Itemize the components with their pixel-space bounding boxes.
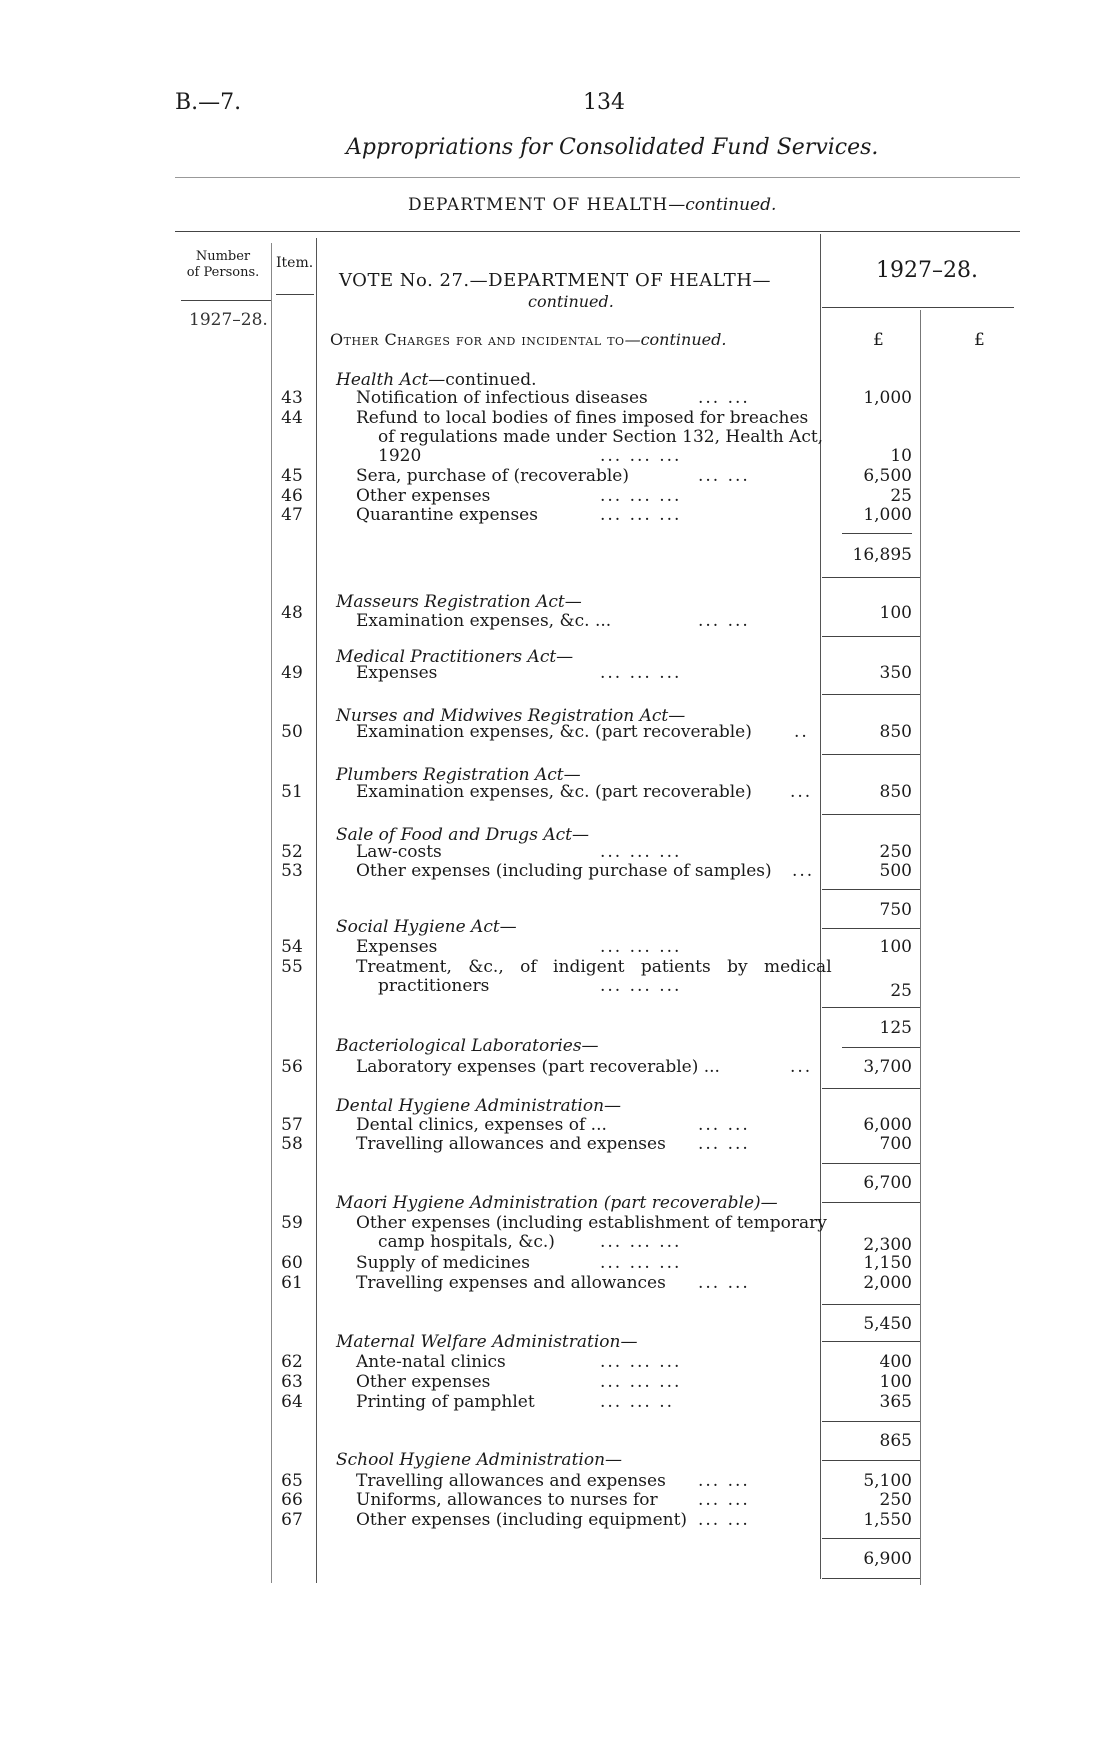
total-rule (822, 1202, 920, 1203)
item-amount: 100 (879, 603, 912, 623)
item-number: 43 (281, 388, 303, 408)
table-row (0, 976, 1114, 1001)
item-amount: 3,700 (863, 1057, 912, 1077)
item-number: 63 (281, 1372, 303, 1392)
department-name: DEPARTMENT OF HEALTH (408, 195, 669, 215)
item-number: 45 (281, 466, 303, 486)
leader-dots: .. (794, 722, 809, 742)
leader-dots: ... ... ... (600, 1372, 682, 1392)
item-number: 61 (281, 1273, 303, 1293)
item-number: 62 (281, 1352, 303, 1372)
item-number: 56 (281, 1057, 303, 1077)
section-heading-maori: Maori Hygiene Administration (part recoverable)— (336, 1193, 778, 1213)
table-row (0, 486, 1114, 506)
item-amount: 250 (879, 842, 912, 862)
leader-dots: ... ... (698, 388, 750, 408)
table-row (0, 1057, 1114, 1077)
section-heading-maternal: Maternal Welfare Administration— (336, 1332, 638, 1352)
item-description: Supply of medicines (356, 1253, 530, 1273)
total-rule (822, 754, 920, 755)
item-number: 64 (281, 1392, 303, 1412)
section-heading-health-act (336, 370, 537, 390)
item-description: 1920 (378, 446, 422, 466)
item-amount: 100 (879, 937, 912, 957)
subtotal-rule (822, 889, 920, 890)
item-description: Other expenses (including purchase of samples) (356, 861, 772, 881)
total-rule (822, 577, 920, 578)
subtotal-rule (822, 1421, 920, 1422)
item-number: 65 (281, 1471, 303, 1491)
item-description: Expenses (356, 663, 438, 683)
item-description: Quarantine expenses (356, 505, 538, 525)
total-rule (822, 1578, 920, 1579)
leader-dots: ... (790, 782, 813, 802)
item-number: 55 (281, 957, 303, 977)
page-number: 134 (583, 90, 625, 115)
item-amount: 100 (879, 1372, 912, 1392)
section-heading-dental: Dental Hygiene Administration— (336, 1096, 622, 1116)
item-number: 54 (281, 937, 303, 957)
item-amount: 350 (879, 663, 912, 683)
leader-dots: ... ... (698, 1471, 750, 1491)
table-row (0, 427, 1114, 447)
table-row (0, 937, 1114, 957)
item-header-rule (276, 294, 314, 295)
other-charges-heading (330, 330, 726, 349)
section-heading-masseurs: Masseurs Registration Act— (336, 592, 582, 612)
total-rule (822, 1088, 920, 1089)
section-heading-school: School Hygiene Administration— (336, 1450, 623, 1470)
year-header-rule (822, 307, 1014, 308)
table-row (0, 861, 1114, 881)
item-amount: 400 (879, 1352, 912, 1372)
of-persons-label: of Persons. (186, 265, 260, 280)
leader-dots: ... ... (698, 1510, 750, 1530)
item-amount: 700 (879, 1134, 912, 1154)
item-number: 59 (281, 1213, 303, 1233)
item-amount: 2,300 (863, 1235, 912, 1255)
section-total: 750 (879, 900, 912, 920)
leader-dots: ... ... (698, 466, 750, 486)
department-heading (408, 195, 776, 215)
item-description: Sera, purchase of (recoverable) (356, 466, 629, 486)
subtotal-rule (822, 1538, 920, 1539)
leader-dots: ... ... (698, 1490, 750, 1510)
vote-title: VOTE No. 27.—DEPARTMENT OF HEALTH— (339, 270, 771, 291)
item-amount: 1,550 (863, 1510, 912, 1530)
table-row (0, 1471, 1114, 1491)
leader-dots: ... ... (698, 1273, 750, 1293)
leader-dots: ... ... ... (600, 505, 682, 525)
subtotal-rule (822, 1007, 920, 1008)
item-amount: 1,000 (863, 505, 912, 525)
item-description: Uniforms, allowances to nurses for (356, 1490, 658, 1510)
item-description: Treatment, &c., of indigent patients by medical (356, 957, 832, 977)
page-title: Appropriations for Consolidated Fund Services. (346, 135, 879, 160)
leader-dots: ... ... ... (600, 446, 682, 466)
table-row (0, 1392, 1114, 1412)
year-header: 1927–28. (876, 258, 978, 283)
item-description: Other expenses (including equipment) (356, 1510, 688, 1530)
table-row (0, 446, 1114, 466)
health-act-heading: Health Act (336, 370, 429, 390)
item-number: 49 (281, 663, 303, 683)
leader-dots: ... ... ... (600, 663, 682, 683)
table-row (0, 1352, 1114, 1372)
item-amount: 850 (879, 722, 912, 742)
item-number: 52 (281, 842, 303, 862)
table-row (0, 388, 1114, 408)
item-amount: 6,000 (863, 1115, 912, 1135)
leader-dots: ... (792, 861, 815, 881)
section-total: 125 (879, 1018, 912, 1038)
table-row (0, 1510, 1114, 1530)
subtotal-rule (842, 533, 912, 534)
leader-dots: ... ... ... (600, 937, 682, 957)
total-rule (842, 1047, 920, 1048)
item-amount: 500 (879, 861, 912, 881)
section-heading-social-hygiene: Social Hygiene Act— (336, 917, 517, 937)
item-number: 46 (281, 486, 303, 506)
number-of-persons-header (178, 249, 268, 281)
item-amount: 1,000 (863, 388, 912, 408)
leader-dots: ... ... (698, 1115, 750, 1135)
leader-dots: ... ... (698, 611, 750, 631)
table-row (0, 1253, 1114, 1273)
leader-dots: ... ... ... (600, 1352, 682, 1372)
leader-dots: ... ... .. (600, 1392, 675, 1412)
other-charges-suffix: —continued. (624, 330, 727, 349)
item-description: Other expenses (including establishment of temporary (356, 1213, 827, 1233)
item-number: 48 (281, 603, 303, 623)
table-row (0, 663, 1114, 683)
persons-year: 1927–28. (189, 310, 268, 330)
item-amount: 2,000 (863, 1273, 912, 1293)
total-rule (822, 928, 920, 929)
item-amount: 5,100 (863, 1471, 912, 1491)
item-number: 44 (281, 408, 303, 428)
other-charges-label: Other Charges for and incidental to (330, 330, 625, 349)
item-number: 60 (281, 1253, 303, 1273)
table-row (0, 505, 1114, 525)
table-row (0, 957, 1114, 977)
item-description: Travelling allowances and expenses (356, 1471, 666, 1491)
table-row (0, 1213, 1114, 1233)
section-heading-bacteriological: Bacteriological Laboratories— (336, 1036, 599, 1056)
section-heading-plumbers: Plumbers Registration Act— (336, 765, 581, 785)
table-row (0, 782, 1114, 802)
section-heading-nurses: Nurses and Midwives Registration Act— (336, 706, 686, 726)
item-number: 53 (281, 861, 303, 881)
item-description: Law-costs (356, 842, 442, 862)
item-description: Examination expenses, &c. ... (356, 611, 612, 631)
table-row (0, 603, 1114, 631)
table-row (0, 1232, 1114, 1255)
item-number: 47 (281, 505, 303, 525)
item-number: 66 (281, 1490, 303, 1510)
item-description: practitioners (378, 976, 490, 996)
item-description: Dental clinics, expenses of ... (356, 1115, 607, 1135)
table-row (0, 466, 1114, 486)
item-amount: 25 (890, 486, 912, 506)
total-rule (822, 814, 920, 815)
subtotal-rule (822, 1304, 920, 1305)
section-heading-food-drugs: Sale of Food and Drugs Act— (336, 825, 589, 845)
total-rule (822, 694, 920, 695)
title-rule (175, 177, 1020, 178)
item-amount: 250 (879, 1490, 912, 1510)
table-row (0, 1273, 1114, 1293)
table-row (0, 1115, 1114, 1135)
item-description: Examination expenses, &c. (part recoverable) (356, 782, 752, 802)
table-row (0, 722, 1114, 742)
section-total: 6,700 (863, 1173, 912, 1193)
section-total: 6,900 (863, 1549, 912, 1569)
item-amount: 1,150 (863, 1253, 912, 1273)
document-reference: B.—7. (175, 90, 242, 115)
item-description: Printing of pamphlet (356, 1392, 535, 1412)
currency-symbol-2: £ (974, 330, 985, 350)
table-row (0, 408, 1114, 428)
item-amount: 6,500 (863, 466, 912, 486)
item-description: Travelling expenses and allowances (356, 1273, 666, 1293)
item-amount: 850 (879, 782, 912, 802)
item-description: Ante-natal clinics (356, 1352, 506, 1372)
item-number: 58 (281, 1134, 303, 1154)
department-suffix: —continued. (668, 195, 777, 215)
table-row (0, 1134, 1114, 1154)
leader-dots: ... (790, 1057, 813, 1077)
persons-header-rule (181, 300, 271, 301)
leader-dots: ... ... ... (600, 486, 682, 506)
total-rule (822, 1460, 920, 1461)
subtotal-rule (822, 1163, 920, 1164)
item-description: Laboratory expenses (part recoverable) ... (356, 1057, 720, 1077)
section-total: 865 (879, 1431, 912, 1451)
item-number: 57 (281, 1115, 303, 1135)
table-row (0, 1490, 1114, 1510)
vote-title-continued: continued. (528, 292, 614, 311)
item-amount: 10 (890, 446, 912, 466)
item-description: of regulations made under Section 132, Health Act, (378, 427, 824, 447)
item-description: camp hospitals, &c.) (378, 1232, 555, 1252)
item-amount: 365 (879, 1392, 912, 1412)
number-label: Number (195, 249, 251, 264)
item-description: Refund to local bodies of fines imposed for breaches (356, 408, 809, 428)
section-total: 5,450 (863, 1314, 912, 1334)
item-number: 51 (281, 782, 303, 802)
table-row (0, 1372, 1114, 1392)
section-total: 16,895 (852, 545, 912, 565)
item-header: Item. (276, 255, 314, 271)
item-description: Travelling allowances and expenses (356, 1134, 666, 1154)
total-rule (822, 636, 920, 637)
currency-symbol-1: £ (873, 330, 884, 350)
item-amount: 25 (890, 981, 912, 1001)
item-description: Examination expenses, &c. (part recoverable) (356, 722, 752, 742)
leader-dots: ... ... ... (600, 1232, 682, 1252)
table-top-rule (175, 231, 1020, 232)
leader-dots: ... ... ... (600, 842, 682, 862)
total-rule (822, 1341, 920, 1342)
health-act-heading-suffix: —continued. (428, 370, 537, 390)
leader-dots: ... ... (698, 1134, 750, 1154)
section-heading-medical: Medical Practitioners Act— (336, 647, 574, 667)
leader-dots: ... ... ... (600, 1253, 682, 1273)
item-description: Notification of infectious diseases (356, 388, 648, 408)
item-number: 50 (281, 722, 303, 742)
table-row (0, 842, 1114, 862)
item-number: 67 (281, 1510, 303, 1530)
item-description: Other expenses (356, 1372, 491, 1392)
item-description: Other expenses (356, 486, 491, 506)
item-description: Expenses (356, 937, 438, 957)
leader-dots: ... ... ... (600, 976, 682, 996)
